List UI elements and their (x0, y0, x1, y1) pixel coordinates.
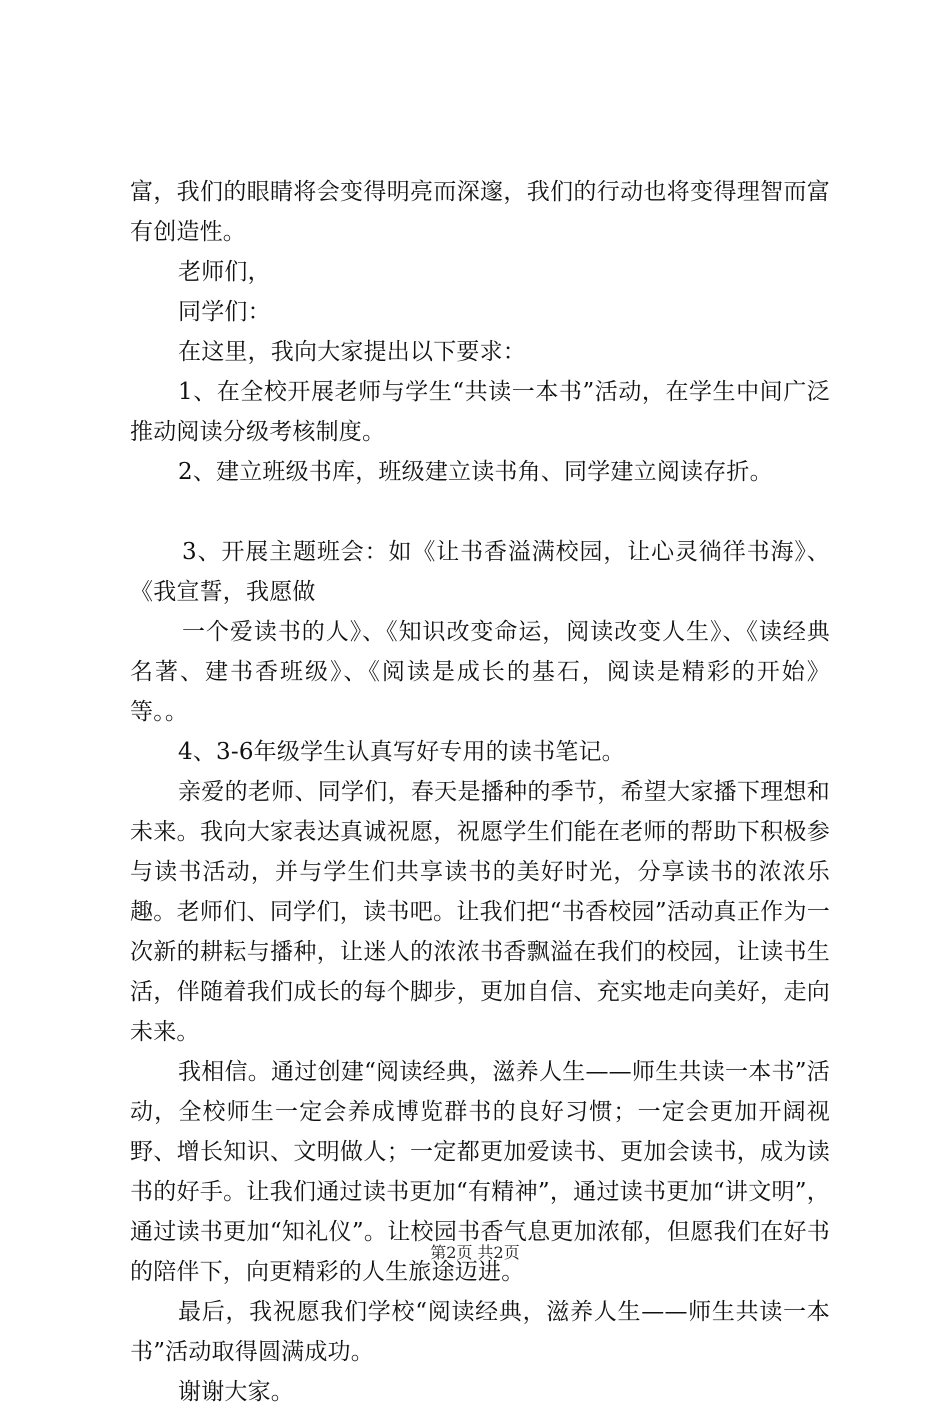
page-footer: 第2页 共2页 (430, 1243, 520, 1262)
document-body (130, 172, 830, 1412)
requirement-item-3-continued: 一个爱读书的人》、《知识改变命运，阅读改变人生》、《读经典名著、建书香班级》、《阅读是成长的基石，阅读是精彩的开始》等。。 (130, 619, 830, 725)
salutation-students: 同学们： (178, 299, 271, 325)
paragraph-requirements-intro: 在这里，我向大家提出以下要求： (178, 339, 526, 365)
paragraph-closing-wish: 最后，我祝愿我们学校“阅读经典，滋养人生——师生共读一本书”活动取得圆满成功。 (130, 1299, 830, 1365)
requirement-item-4: 4、3-6年级学生认真写好专用的读书笔记。 (178, 739, 625, 765)
requirement-item-2: 2、建立班级书库，班级建立读书角、同学建立阅读存折。 (178, 459, 773, 485)
paragraph-spring-wishes: 亲爱的老师、同学们，春天是播种的季节，希望大家播下理想和未来。我向大家表达真诚祝愿，祝愿学生们能在老师的帮助下积极参与读书活动，并与学生们共享读书的美好时光，分享读书的浓浓乐趣。老师们、同学们，读书吧。让我们把“书香校园”活动真正作为一次新的耕耘与播种，让迷人的浓浓书香飘溢在我们的校园，让读书生活，伴随着我们成长的每个脚步，更加自信、充实地走向美好，走向未来。 (130, 779, 830, 1045)
requirement-item-3: 3、开展主题班会：如《让书香溢满校园，让心灵徜徉书海》、《我宣誓，我愿做 (130, 539, 830, 605)
salutation-teachers: 老师们， (178, 259, 271, 285)
paragraph-belief: 我相信。通过创建“阅读经典，滋养人生——师生共读一本书”活动，全校师生一定会养成博览群书的良好习惯；一定会更加开阔视野、增长知识、文明做人；一定都更加爱读书、更加会读书，成为读书的好手。让我们通过读书更加“有精神”，通过读书更加“讲文明”，通过读书更加“知礼仪”。让校园书香气息更加浓郁，但愿我们在好书的陪伴下，向更精彩的人生旅途迈进。 (130, 1059, 830, 1285)
paragraph-thanks: 谢谢大家。 (178, 1379, 294, 1405)
requirement-item-1: 1、在全校开展老师与学生“共读一本书”活动，在学生中间广泛推动阅读分级考核制度。 (130, 379, 830, 445)
paragraph-continuation: 富，我们的眼睛将会变得明亮而深邃，我们的行动也将变得理智而富有创造性。 (130, 179, 830, 245)
